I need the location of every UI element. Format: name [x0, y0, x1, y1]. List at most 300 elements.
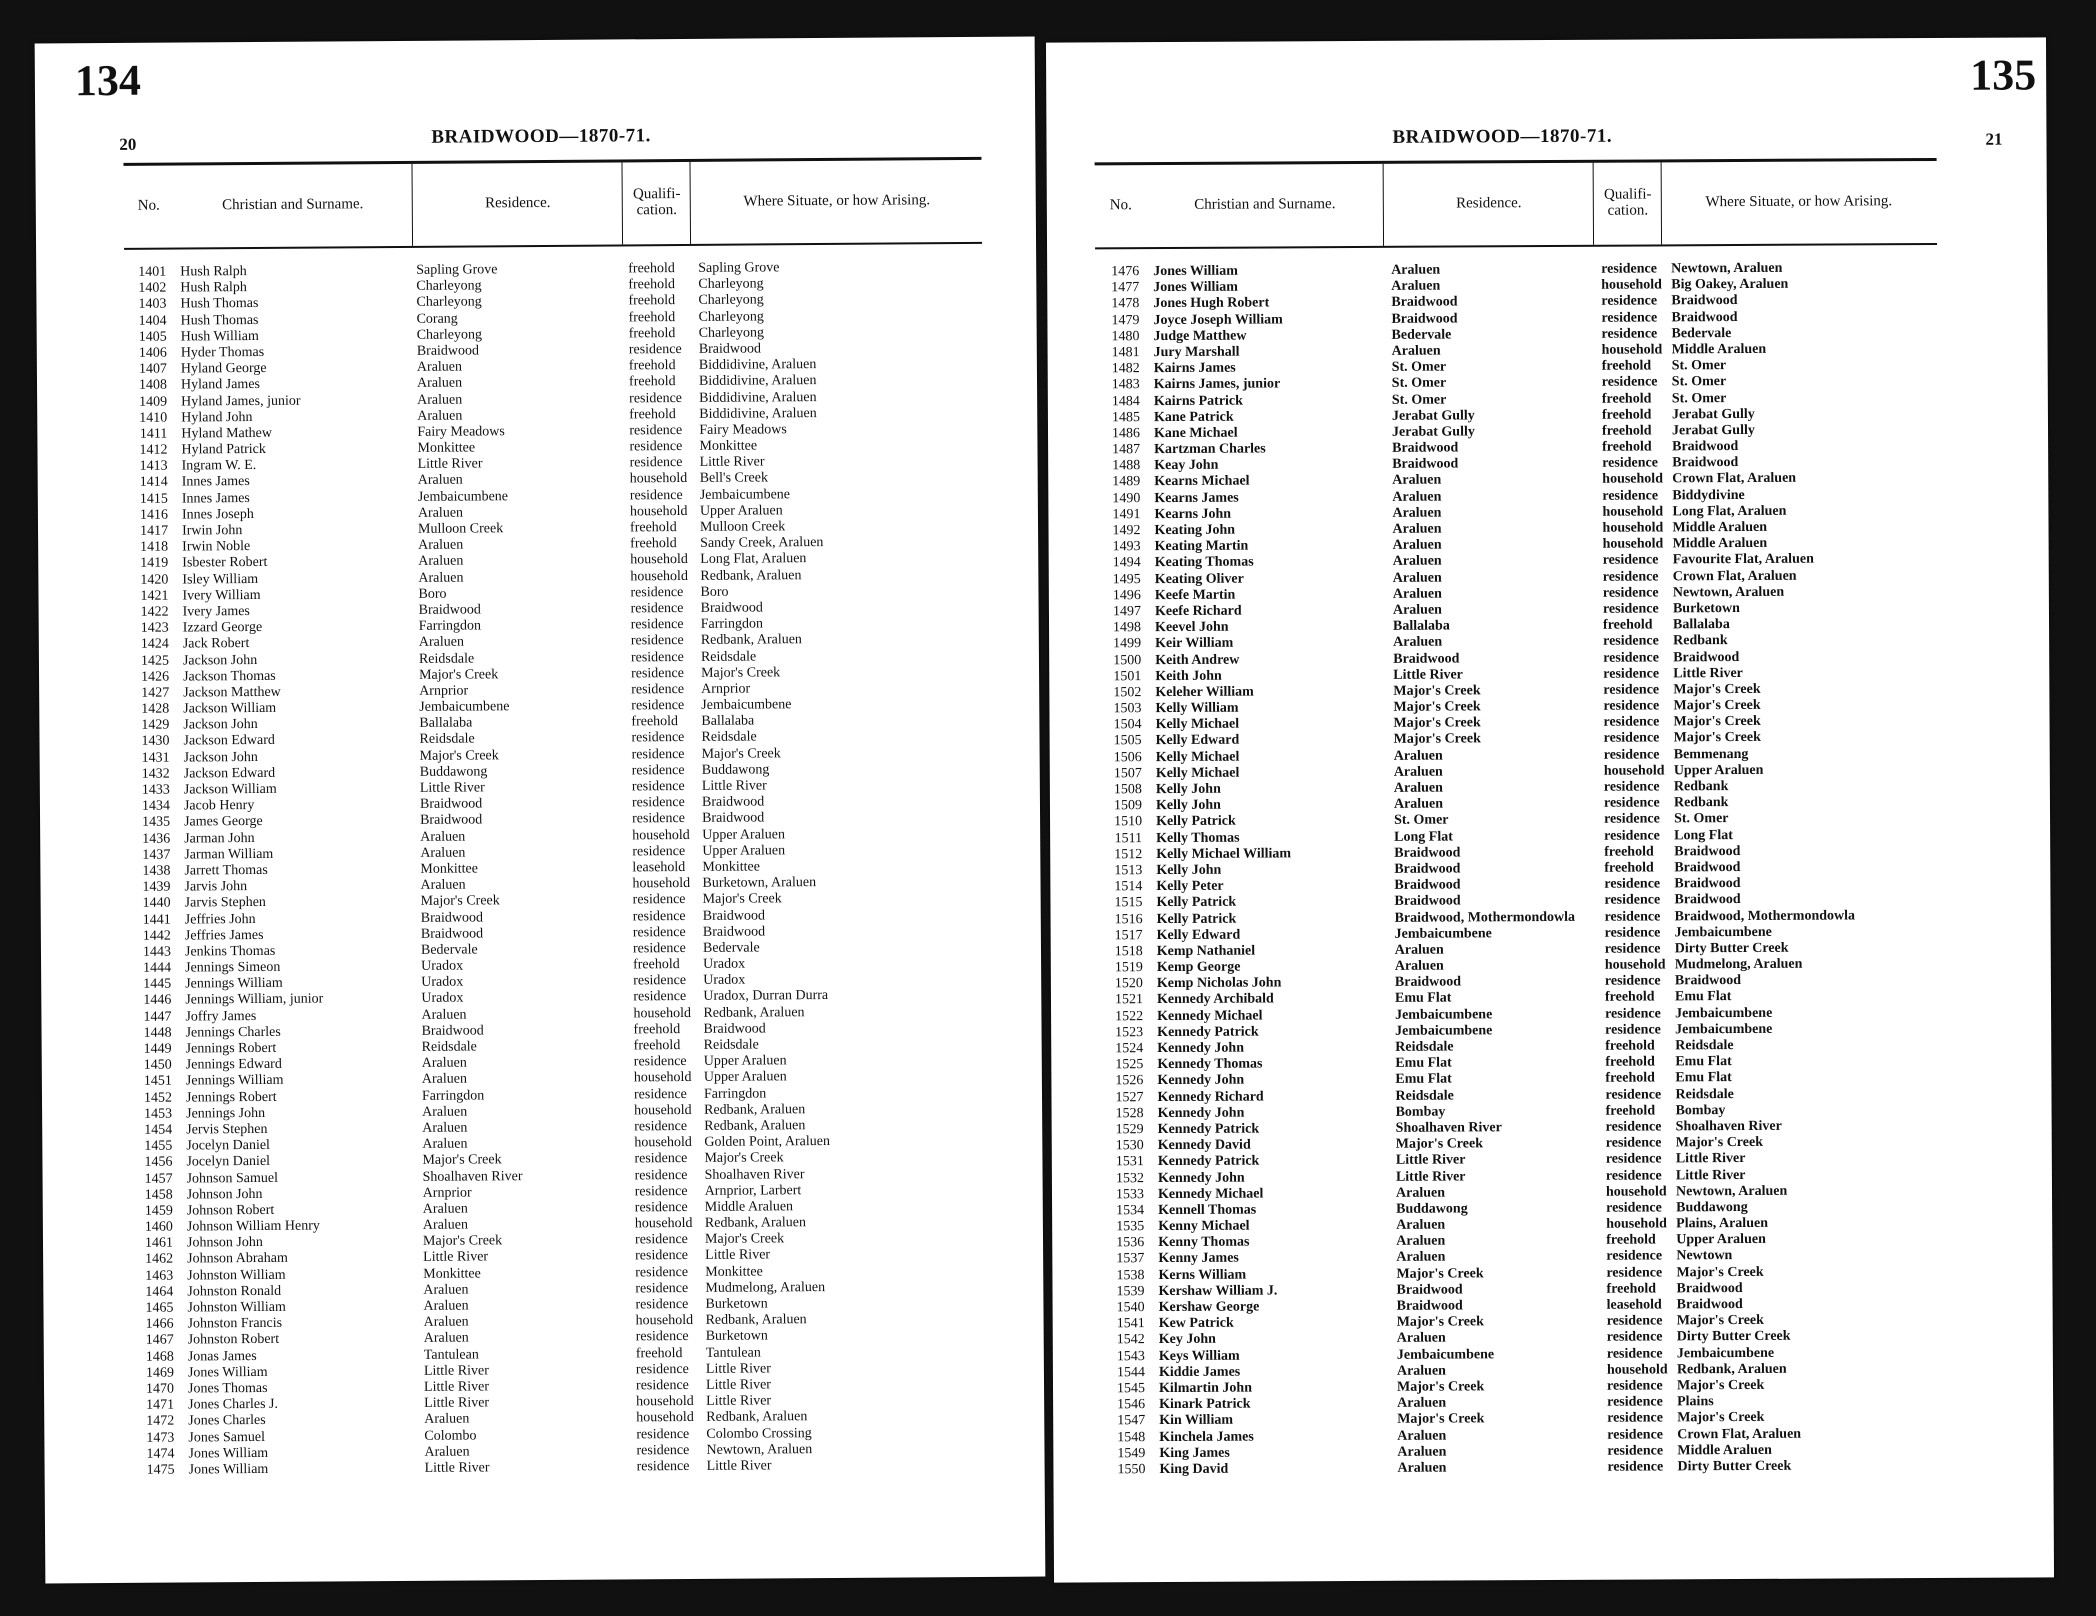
- elector-name: Hyland George: [180, 361, 267, 377]
- qualification: freehold: [1605, 1103, 1656, 1119]
- residence: Little River: [424, 1395, 490, 1411]
- where-situate: Dirty Butter Creek: [1677, 1458, 1792, 1475]
- row-number: 1412: [139, 442, 168, 458]
- qualification: residence: [1601, 374, 1658, 391]
- row-number: 1452: [143, 1090, 173, 1106]
- elector-name: Kennedy Michael: [1157, 1186, 1264, 1202]
- residence: Arnprior: [419, 683, 469, 699]
- elector-name: Hush Ralph: [180, 280, 247, 296]
- qualification: residence: [1605, 1135, 1662, 1151]
- elector-name: Kemp Nathaniel: [1156, 943, 1256, 959]
- elector-name: Izzard George: [182, 620, 263, 636]
- where-situate: Jembaicumbene: [1676, 1345, 1775, 1361]
- elector-name: Jones Charles: [188, 1413, 266, 1429]
- elector-name: Jackson John: [183, 749, 258, 766]
- row-number: 1530: [1115, 1138, 1144, 1154]
- where-situate: Bedervale: [1671, 325, 1732, 342]
- qualification: freehold: [1601, 358, 1652, 374]
- qualification: residence: [635, 1296, 689, 1313]
- row-number: 1514: [1114, 879, 1143, 895]
- elector-name: Johnston William: [187, 1299, 286, 1316]
- row-number: 1440: [142, 895, 171, 912]
- qualification: freehold: [628, 277, 676, 293]
- where-situate: Emu Flat: [1675, 1070, 1732, 1086]
- row-number: 1457: [144, 1171, 173, 1187]
- qualification: residence: [1606, 1345, 1663, 1362]
- elector-name: Kelly Edward: [1155, 733, 1240, 749]
- where-situate: St. Omer: [1671, 374, 1727, 390]
- col-header-qualification-line1: Qualifi-: [1603, 186, 1652, 203]
- qualification: residence: [635, 1329, 689, 1345]
- where-situate: Upper Araluen: [702, 826, 786, 843]
- qualification: residence: [1605, 1119, 1662, 1135]
- where-situate: Dirty Butter Creek: [1676, 1329, 1791, 1345]
- row-number: 1462: [145, 1252, 174, 1268]
- elector-name: Jarvis John: [184, 879, 248, 895]
- table-header: [123, 157, 982, 250]
- residence: Braidwood: [1391, 311, 1458, 327]
- where-situate: Burketown: [1672, 600, 1740, 617]
- row-number: 1425: [140, 653, 170, 669]
- where-situate: Bemmenang: [1673, 746, 1749, 762]
- residence: Major's Creek: [420, 893, 500, 910]
- elector-name: Hyland Patrick: [181, 441, 266, 458]
- qualification: household: [1601, 277, 1662, 293]
- elector-name: Kinark Patrick: [1159, 1396, 1251, 1413]
- residence: Mulloon Creek: [417, 521, 504, 537]
- residence: Uradox: [421, 974, 464, 991]
- elector-name: Kelly Thomas: [1156, 830, 1240, 846]
- residence: Araluen: [1396, 1217, 1446, 1233]
- col-header-qualification-line2: cation.: [636, 202, 678, 219]
- qualification: residence: [1603, 649, 1659, 666]
- elector-name: Kelly Peter: [1156, 878, 1224, 895]
- elector-name: Keir William: [1155, 635, 1234, 652]
- col-header-qualification-line2: cation.: [1607, 202, 1649, 219]
- qualification: household: [632, 827, 690, 843]
- elector-name: Hyland James: [180, 377, 261, 393]
- elector-name: Isley William: [182, 571, 259, 588]
- qualification: residence: [635, 1264, 689, 1280]
- where-situate: Sapling Grove: [698, 260, 780, 276]
- qualification: residence: [632, 811, 685, 827]
- where-situate: Upper Araluen: [702, 843, 786, 859]
- elector-name: Johnston William: [187, 1267, 286, 1284]
- elector-name: Judge Matthew: [1153, 328, 1247, 344]
- where-situate: Jembaicumbene: [699, 486, 791, 503]
- row-number: 1491: [1112, 506, 1141, 523]
- row-number: 1411: [139, 426, 168, 442]
- where-situate: Braidwood, Mothermondowla: [1674, 907, 1856, 924]
- where-situate: Plains, Araluen: [1676, 1215, 1769, 1232]
- elector-name: Kelly Edward: [1156, 927, 1241, 943]
- elector-name: Keating Thomas: [1154, 554, 1254, 571]
- where-situate: Long Flat, Araluen: [1672, 503, 1787, 520]
- qualification: residence: [633, 1054, 687, 1070]
- residence: Braidwood: [1394, 974, 1462, 991]
- elector-name: Kennell Thomas: [1158, 1202, 1257, 1218]
- qualification: freehold: [628, 325, 676, 342]
- row-number: 1499: [1113, 636, 1142, 652]
- where-situate: Emu Flat: [1674, 989, 1732, 1005]
- qualification: residence: [633, 973, 687, 989]
- col-header-where: Where Situate, or how Arising.: [1705, 193, 1893, 211]
- elector-name: Kennedy Archibald: [1156, 991, 1274, 1008]
- residence: Braidwood: [416, 343, 480, 359]
- where-situate: Uradox, Durran Durra: [703, 988, 829, 1005]
- where-situate: Newtown: [1676, 1248, 1733, 1264]
- row-number: 1523: [1115, 1024, 1144, 1041]
- row-number: 1404: [138, 313, 167, 329]
- elector-name: Jenkins Thomas: [184, 943, 276, 960]
- elector-name: Joyce Joseph William: [1153, 311, 1283, 328]
- row-number: 1427: [141, 685, 170, 701]
- residence: Araluen: [423, 1330, 469, 1347]
- where-situate: Biddydivine: [1672, 487, 1745, 503]
- row-number: 1531: [1115, 1154, 1144, 1170]
- row-number: 1441: [142, 912, 171, 928]
- qualification: residence: [634, 1167, 688, 1183]
- residence: Braidwood: [1394, 845, 1461, 861]
- residence: Araluen: [422, 1217, 469, 1233]
- table-header: [1095, 158, 1937, 249]
- row-number: 1512: [1114, 846, 1143, 863]
- elector-name: Kelly John: [1155, 781, 1221, 798]
- qualification: freehold: [1601, 423, 1652, 439]
- residence: Jembaicumbene: [1394, 925, 1492, 942]
- qualification: residence: [635, 1248, 689, 1264]
- elector-name: Kemp Nicholas John: [1156, 975, 1282, 992]
- row-number: 1542: [1116, 1332, 1145, 1348]
- where-situate: Redbank, Araluen: [1676, 1361, 1787, 1378]
- elector-name: Innes Joseph: [181, 506, 254, 523]
- qualification: household: [634, 1135, 692, 1151]
- where-situate: Redbank, Araluen: [700, 632, 802, 649]
- elector-name: Kelly Patrick: [1156, 911, 1237, 927]
- qualification: residence: [633, 1086, 687, 1102]
- residence: Araluen: [1397, 1428, 1447, 1444]
- residence: Emu Flat: [1394, 990, 1452, 1007]
- elector-name: Jennings Robert: [185, 1040, 277, 1057]
- elector-name: Kilmartin John: [1158, 1380, 1253, 1396]
- residence: Major's Creek: [1393, 731, 1481, 748]
- qualification: residence: [1605, 1022, 1661, 1038]
- residence: Jembaicumbene: [419, 699, 510, 715]
- row-number: 1527: [1115, 1089, 1144, 1105]
- elector-name: Kairns Patrick: [1153, 393, 1243, 409]
- qualification: freehold: [631, 714, 679, 730]
- row-number: 1420: [140, 572, 169, 588]
- residence: Emu Flat: [1395, 1071, 1452, 1088]
- elector-name: Kelly Michael: [1155, 716, 1240, 733]
- where-situate: Biddidivine, Araluen: [699, 405, 817, 422]
- where-situate: Jembaicumbene: [1675, 1021, 1773, 1038]
- row-number: 1474: [146, 1446, 175, 1462]
- residence: Uradox: [421, 990, 464, 1007]
- residence: Braidwood: [1393, 650, 1460, 667]
- elector-name: Kiddie James: [1158, 1364, 1241, 1380]
- where-situate: Mudmelong, Araluen: [705, 1279, 826, 1296]
- where-situate: Major's Creek: [1676, 1264, 1764, 1280]
- where-situate: Major's Creek: [1673, 697, 1761, 714]
- row-number: 1467: [145, 1332, 174, 1349]
- residence: Araluen: [416, 375, 463, 392]
- elector-name: Jones William: [188, 1445, 269, 1462]
- where-situate: Major's Creek: [1673, 714, 1761, 730]
- where-situate: Buddawong: [701, 762, 770, 778]
- qualification: residence: [1607, 1394, 1663, 1410]
- where-situate: Jerabat Gully: [1671, 422, 1755, 439]
- row-number: 1419: [140, 555, 169, 572]
- elector-name: Jackson John: [182, 652, 258, 668]
- residence: Jerabat Gully: [1391, 424, 1475, 440]
- qualification: residence: [1606, 1265, 1663, 1281]
- elector-name: Jennings William: [185, 976, 283, 992]
- where-situate: Biddidivine, Araluen: [698, 357, 817, 374]
- where-situate: Uradox: [703, 972, 746, 989]
- row-number: 1430: [141, 734, 170, 750]
- qualification: residence: [631, 795, 685, 811]
- where-situate: Redbank, Araluen: [705, 1312, 807, 1329]
- col-header-residence: Residence.: [485, 195, 551, 212]
- residence: Araluen: [1395, 1185, 1446, 1201]
- residence: Boro: [418, 586, 447, 602]
- row-number: 1508: [1113, 782, 1142, 798]
- residence: Braidwood: [1391, 294, 1458, 311]
- running-head: BRAIDWOOD—1870-71.: [1392, 125, 1613, 148]
- row-number: 1540: [1116, 1300, 1145, 1316]
- qualification: household: [630, 568, 688, 584]
- qualification: residence: [1601, 261, 1657, 277]
- elector-name: Kelly Michael: [1155, 749, 1240, 765]
- residence: Bedervale: [1391, 327, 1452, 343]
- where-situate: Major's Creek: [704, 1150, 784, 1167]
- qualification: residence: [629, 439, 683, 455]
- qualification: freehold: [628, 309, 676, 325]
- residence: Little River: [424, 1460, 490, 1476]
- elector-name: Keleher William: [1155, 684, 1254, 700]
- elector-name: Kenny Michael: [1158, 1218, 1250, 1235]
- qualification: residence: [630, 649, 684, 665]
- row-number: 1465: [145, 1300, 174, 1316]
- where-situate: Braidwood: [1671, 309, 1738, 325]
- residence: Major's Creek: [1396, 1265, 1484, 1282]
- row-number: 1517: [1114, 927, 1143, 943]
- row-number: 1537: [1116, 1251, 1145, 1267]
- row-number: 1454: [144, 1122, 173, 1138]
- elector-name: Jackson Matthew: [183, 684, 281, 701]
- elector-name: Jocelyn Daniel: [186, 1154, 271, 1170]
- qualification: residence: [1602, 585, 1659, 601]
- residence: Araluen: [1397, 1395, 1447, 1411]
- residence: Araluen: [1392, 521, 1442, 537]
- qualification: residence: [1602, 552, 1659, 569]
- qualification: freehold: [1604, 844, 1654, 860]
- where-situate: Redbank: [1673, 795, 1729, 811]
- elector-name: Kennedy Michael: [1157, 1008, 1263, 1024]
- row-number: 1504: [1113, 717, 1142, 733]
- elector-name: Jonas James: [187, 1348, 257, 1365]
- where-situate: Major's Creek: [704, 1231, 785, 1248]
- row-number: 1438: [142, 863, 171, 879]
- qualification: freehold: [1605, 1070, 1655, 1087]
- row-number: 1417: [139, 523, 169, 539]
- where-situate: Ballalaba: [701, 713, 755, 730]
- residence: Araluen: [422, 1201, 468, 1217]
- elector-name: Kennedy Patrick: [1157, 1153, 1260, 1170]
- where-situate: Major's Creek: [1676, 1313, 1764, 1329]
- residence: Braidwood: [1394, 893, 1461, 910]
- elector-name: Irwin Noble: [182, 539, 251, 555]
- residence: Little River: [1393, 667, 1463, 683]
- qualification: residence: [1603, 682, 1660, 698]
- qualification: freehold: [630, 536, 677, 552]
- residence: Araluen: [423, 1298, 469, 1314]
- row-number: 1475: [146, 1462, 175, 1478]
- residence: Araluen: [420, 829, 466, 845]
- residence: Arnprior: [422, 1185, 472, 1201]
- row-number: 1516: [1114, 911, 1143, 927]
- qualification: residence: [629, 487, 683, 503]
- elector-name: Jury Marshall: [1153, 344, 1240, 361]
- where-situate: Major's Creek: [1675, 1135, 1764, 1151]
- qualification: residence: [1604, 827, 1660, 844]
- elector-name: Keefe Martin: [1154, 587, 1236, 603]
- residence: Araluen: [417, 505, 464, 521]
- row-number: 1434: [141, 798, 171, 814]
- elector-name: Jocelyn Daniel: [186, 1138, 270, 1154]
- running-head: BRAIDWOOD—1870-71.: [431, 125, 651, 148]
- qualification: freehold: [633, 1038, 681, 1054]
- row-number: 1510: [1114, 814, 1143, 830]
- qualification: freehold: [628, 261, 675, 277]
- row-number: 1469: [145, 1365, 174, 1381]
- residence: Araluen: [1392, 553, 1442, 570]
- qualification: household: [1602, 471, 1664, 488]
- elector-name: Hyder Thomas: [180, 344, 265, 361]
- residence: Araluen: [1393, 764, 1443, 780]
- where-situate: Biddidivine, Araluen: [699, 389, 817, 406]
- row-number: 1493: [1112, 539, 1141, 555]
- residence: Araluen: [418, 537, 464, 554]
- row-number: 1421: [140, 588, 169, 604]
- where-situate: Reidsdale: [1675, 1086, 1734, 1102]
- where-situate: Bedervale: [702, 940, 760, 956]
- qualification: residence: [630, 665, 684, 682]
- row-number: 1422: [140, 604, 169, 620]
- qualification: leasehold: [1606, 1297, 1662, 1313]
- where-situate: Big Oakey, Araluen: [1671, 276, 1789, 293]
- residence: Major's Creek: [1393, 715, 1481, 732]
- row-number: 1550: [1117, 1462, 1146, 1478]
- row-number: 1464: [145, 1284, 174, 1300]
- roll-entries: [1095, 260, 1856, 1478]
- elector-name: Jennings Edward: [185, 1056, 282, 1073]
- row-number: 1449: [143, 1041, 172, 1057]
- row-number: 1423: [140, 620, 169, 636]
- residence: Major's Creek: [1393, 683, 1481, 699]
- where-situate: St. Omer: [1671, 390, 1727, 406]
- elector-name: Johnson Abraham: [187, 1251, 288, 1267]
- where-situate: Major's Creek: [1676, 1377, 1765, 1394]
- elector-name: Jackson Thomas: [183, 668, 276, 685]
- qualification: household: [1601, 342, 1663, 358]
- elector-name: Irwin John: [181, 523, 243, 539]
- row-number: 1513: [1114, 863, 1143, 879]
- row-number: 1455: [144, 1138, 173, 1154]
- row-number: 1488: [1112, 458, 1141, 474]
- where-situate: Monkittee: [702, 859, 761, 875]
- residence: Emu Flat: [1395, 1055, 1452, 1072]
- where-situate: Ballalaba: [1672, 617, 1730, 633]
- qualification: residence: [630, 633, 684, 649]
- qualification: residence: [631, 762, 685, 779]
- row-number: 1520: [1114, 976, 1143, 992]
- where-situate: Farringdon: [700, 616, 763, 632]
- row-number: 1511: [1114, 830, 1143, 846]
- elector-name: Kenny James: [1158, 1251, 1239, 1267]
- residence: Major's Creek: [419, 666, 499, 683]
- row-number: 1534: [1116, 1203, 1145, 1219]
- qualification: freehold: [628, 374, 676, 390]
- row-number: 1538: [1116, 1267, 1145, 1283]
- row-number: 1408: [138, 377, 168, 394]
- residence: Araluen: [417, 472, 463, 489]
- qualification: residence: [632, 940, 686, 957]
- residence: Araluen: [417, 408, 463, 424]
- residence: Araluen: [1396, 1249, 1446, 1266]
- residence: Braidwood: [1396, 1298, 1463, 1314]
- residence: Araluen: [1397, 1460, 1447, 1476]
- where-situate: Emu Flat: [1675, 1054, 1732, 1070]
- qualification: residence: [629, 422, 683, 439]
- residence: Jembaicumbene: [417, 488, 509, 505]
- elector-name: Keith Andrew: [1155, 652, 1240, 668]
- where-situate: Charleyong: [698, 292, 764, 309]
- where-situate: Braidwood: [700, 600, 763, 616]
- qualification: freehold: [629, 406, 676, 423]
- where-situate: Braidwood: [1672, 455, 1739, 471]
- elector-name: Joffry James: [185, 1008, 257, 1025]
- where-situate: Upper Araluen: [1676, 1232, 1766, 1248]
- row-number: 1548: [1117, 1429, 1146, 1445]
- elector-name: Keevel John: [1155, 619, 1229, 636]
- qualification: household: [634, 1216, 693, 1232]
- residence: Major's Creek: [419, 747, 499, 764]
- where-situate: Uradox: [703, 956, 746, 972]
- qualification: freehold: [1602, 617, 1653, 633]
- residence: Major's Creek: [1395, 1136, 1484, 1152]
- residence: Ballalaba: [1392, 618, 1450, 634]
- residence: Araluen: [424, 1444, 470, 1460]
- row-number: 1496: [1112, 587, 1141, 604]
- where-situate: Little River: [1675, 1151, 1746, 1167]
- elector-name: Kearns James: [1154, 490, 1239, 506]
- qualification: residence: [636, 1458, 690, 1475]
- where-situate: Braidwood: [1672, 439, 1739, 455]
- row-number: 1507: [1113, 765, 1142, 782]
- where-situate: Braidwood: [698, 341, 762, 357]
- elector-name: Jennings William, junior: [185, 991, 324, 1008]
- row-number: 1492: [1112, 523, 1141, 539]
- row-number: 1468: [145, 1349, 174, 1365]
- residence: Araluen: [1396, 1233, 1446, 1250]
- residence: Araluen: [1392, 586, 1442, 602]
- elector-name: Jeffries James: [184, 927, 264, 944]
- elector-name: Kelly Patrick: [1156, 814, 1236, 830]
- row-number: 1487: [1112, 442, 1141, 458]
- residence: Araluen: [420, 877, 466, 893]
